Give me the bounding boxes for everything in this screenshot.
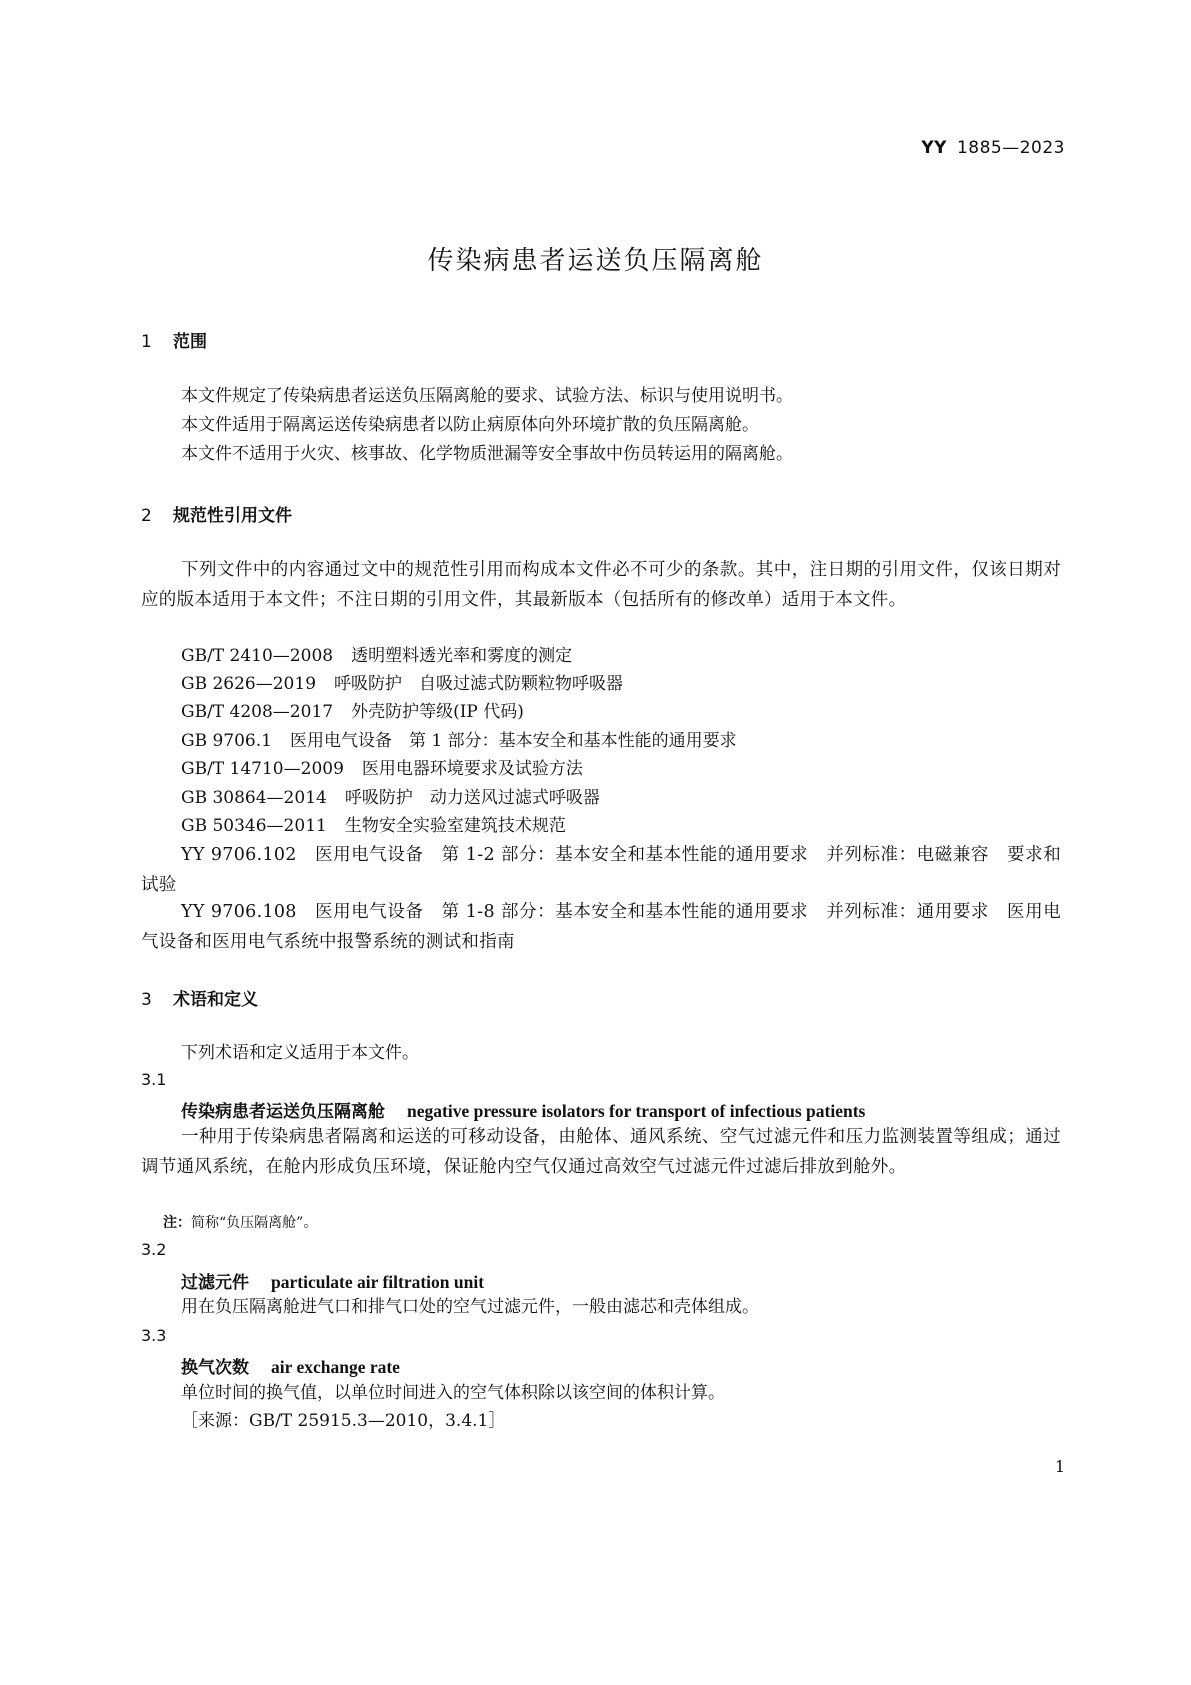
reference-item: GB 2626—2019 呼吸防护 自吸过滤式防颗粒物呼吸器: [181, 674, 624, 694]
term-zh: 换气次数: [181, 1358, 249, 1378]
reference-item-long: YY 9706.108 医用电气设备 第 1-8 部分：基本安全和基本性能的通用要求 并列标准：通用要求 医用电气设备和医用电气系统中报警系统的测试和指南: [141, 902, 1061, 952]
section-1-line: 本文件规定了传染病患者运送负压隔离舱的要求、试验方法、标识与使用说明书。: [181, 386, 793, 406]
standard-prefix: YY: [921, 138, 947, 158]
section-1-line: 本文件不适用于火灾、核事故、化学物质泄漏等安全事故中伤员转运用的隔离舱。: [181, 444, 793, 464]
standard-number: [921, 138, 1065, 158]
reference-item: GB 9706.1 医用电气设备 第 1 部分：基本安全和基本性能的通用要求: [181, 731, 737, 751]
reference-item: GB 50346—2011 生物安全实验室建筑技术规范: [181, 816, 566, 836]
section-2-intro: 下列文件中的内容通过文中的规范性引用而构成本文件必不可少的条款。其中，注日期的引用文件，仅该日期对应的版本适用于本文件；不注日期的引用文件，其最新版本（包括所有的修改单）适用于本文件。: [141, 560, 1061, 610]
clause-number: 3.3: [141, 1326, 167, 1345]
clause-number: 3.1: [141, 1070, 167, 1089]
term-definition: 单位时间的换气值，以单位时间进入的空气体积除以该空间的体积计算。: [181, 1383, 725, 1403]
reference-item: GB/T 14710—2009 医用电器环境要求及试验方法: [181, 759, 583, 779]
page-number: 1: [1054, 1457, 1065, 1476]
reference-item: GB 30864—2014 呼吸防护 动力送风过滤式呼吸器: [181, 788, 600, 808]
standard-code: 1885—2023: [956, 138, 1065, 158]
term-heading: [181, 1097, 865, 1122]
document-title: 传染病患者运送负压隔离舱: [427, 246, 764, 276]
reference-item-long: YY 9706.102 医用电气设备 第 1-2 部分：基本安全和基本性能的通用要求 并列标准：电磁兼容 要求和试验: [141, 845, 1061, 895]
term-zh: 传染病患者运送负压隔离舱: [181, 1102, 385, 1122]
term-definition: 一种用于传染病患者隔离和运送的可移动设备，由舱体、通风系统、空气过滤元件和压力监测装置等组成；通过调节通风系统，在舱内形成负压环境，保证舱内空气仅通过高效空气过滤元件过滤后排放到舱外。: [141, 1127, 1061, 1177]
term-heading: [181, 1268, 484, 1293]
section-2-heading: 2 规范性引用文件: [141, 506, 292, 526]
term-note: 注：简称“负压隔离舱”。: [163, 1215, 318, 1231]
clause-number: 3.2: [141, 1240, 167, 1259]
section-3-heading: 3 术语和定义: [141, 990, 258, 1010]
term-en: air exchange rate: [271, 1357, 400, 1377]
term-en: negative pressure isolators for transport of infectious patients: [407, 1101, 866, 1121]
term-definition: 用在负压隔离舱进气口和排气口处的空气过滤元件，一般由滤芯和壳体组成。: [181, 1297, 759, 1317]
section-3-intro: 下列术语和定义适用于本文件。: [181, 1043, 419, 1063]
term-heading: [181, 1353, 400, 1378]
term-zh: 过滤元件: [181, 1273, 249, 1293]
section-1-line: 本文件适用于隔离运送传染病患者以防止病原体向外环境扩散的负压隔离舱。: [181, 415, 759, 435]
reference-item: GB/T 2410—2008 透明塑料透光率和雾度的测定: [181, 646, 573, 666]
term-source: ［来源：GB/T 25915.3—2010，3.4.1］: [181, 1411, 506, 1431]
section-1-heading: 1 范围: [141, 332, 207, 352]
reference-item: GB/T 4208—2017 外壳防护等级(IP 代码): [181, 702, 524, 722]
term-en: particulate air filtration unit: [271, 1272, 485, 1292]
